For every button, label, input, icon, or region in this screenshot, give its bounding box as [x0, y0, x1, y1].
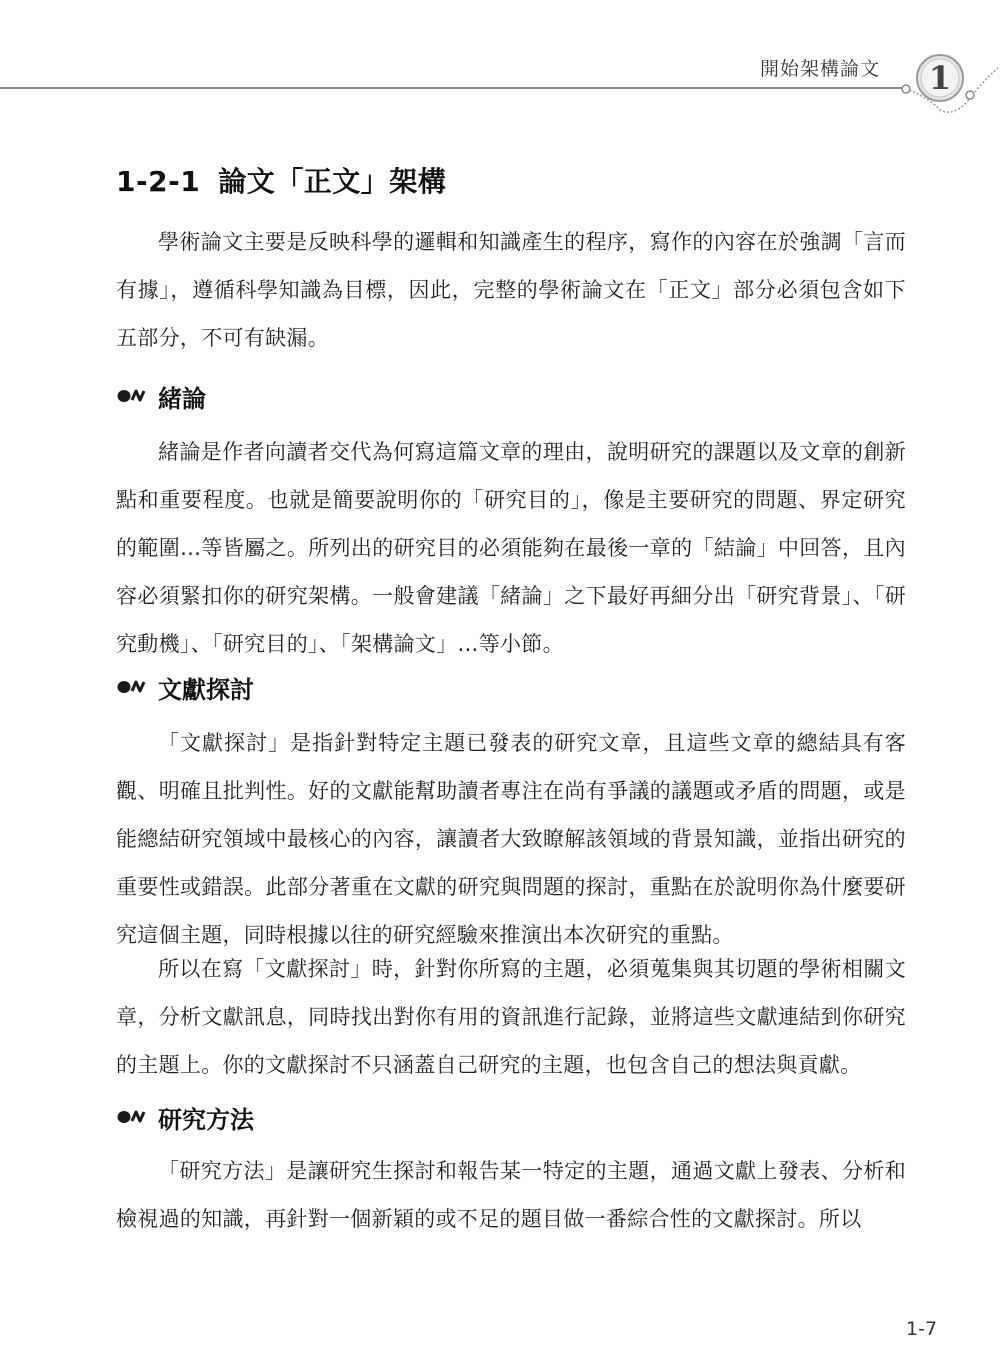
- chapter-number: 1: [928, 59, 952, 97]
- section-title-text: 論文「正文」架構: [218, 165, 447, 198]
- subsection-paragraph: 緒論是作者向讀者交代為何寫這篇文章的理由，說明研究的課題以及文章的創新點和重要程度。也就是簡要說明你的「研究目的」，像是主要研究的問題、界定研究的範圍…等皆屬之。所列出的研究目的必須能夠在最後一章的「結論」中回答，且內容必須緊扣你的研究架構。一般會建議「緒論」之下最好再細分出「研究背景」、「研究動機」、「研究目的」、「架構論文」…等小節。: [116, 440, 906, 656]
- header-rule: [0, 87, 905, 89]
- subsection-paragraph: 「文獻探討」是指針對特定主題已發表的研究文章，且這些文章的總結具有客觀、明確且批判性。好的文獻能幫助讀者專注在尚有爭議的議題或矛盾的問題，或是能總結研究領域中最核心的內容，讓讀者大致瞭解該領域的背景知識，並指出研究的重要性或錯誤。此部分著重在文獻的研究與問題的探討，重點在於說明你為什麼要研究這個主題，同時根據以往的研究經驗來推演出本次研究的重點。: [116, 731, 906, 947]
- pen-check-icon: [116, 1106, 152, 1128]
- subsection-heading-text: 文獻探討: [158, 675, 254, 704]
- page-number: 1-7: [906, 1318, 938, 1340]
- intro-paragraph: 學術論文主要是反映科學的邏輯和知識產生的程序，寫作的內容在於強調「言而有據」，遵循科學知識為目標，因此，完整的學術論文在「正文」部分必須包含如下五部分，不可有缺漏。: [116, 230, 906, 350]
- subsection-heading-text: 研究方法: [158, 1105, 254, 1134]
- subsection-heading-text: 緒論: [158, 384, 206, 413]
- subsection-heading: [116, 1101, 254, 1133]
- subsection-heading: [116, 671, 254, 703]
- subsection-heading: [116, 380, 206, 412]
- section-title: [116, 160, 446, 200]
- chapter-title: 開始架構論文: [760, 58, 881, 80]
- subsection-paragraph: 所以在寫「文獻探討」時，針對你所寫的主題，必須蒐集與其切題的學術相關文章，分析文獻訊息，同時找出對你有用的資訊進行記錄，並將這些文獻連結到你研究的主題上。你的文獻探討不只涵蓋自己研究的主題，也包含自己的想法與貢獻。: [116, 957, 906, 1077]
- pen-check-icon: [116, 385, 152, 407]
- subsection-paragraph: 「研究方法」是讓研究生探討和報告某一特定的主題，通過文獻上發表、分析和檢視過的知識，再針對一個新穎的或不足的題目做一番綜合性的文獻探討。所以: [116, 1159, 906, 1231]
- section-number: 1-2-1: [116, 165, 201, 198]
- pen-check-icon: [116, 676, 152, 698]
